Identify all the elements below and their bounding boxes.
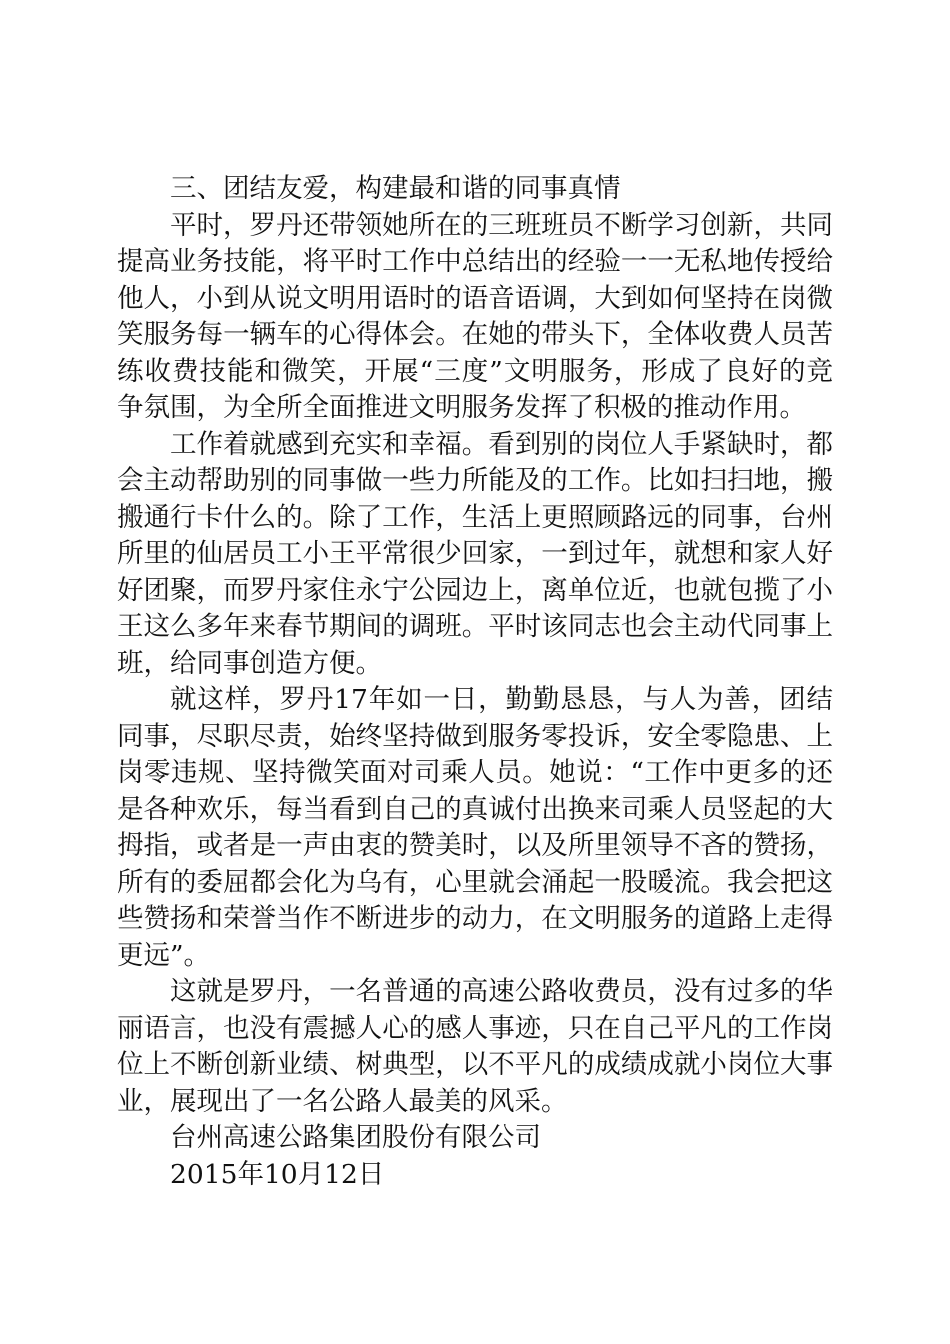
document-body <box>117 171 833 1193</box>
paragraph-dedication-quote: 就这样，罗丹17年如一日，勤勤恳恳，与人为善，团结同事，尽职尽责，始终坚持做到服务零投诉，安全零隐患、上岗零违规、坚持微笑面对司乘人员。她说：“工作中更多的还是各种欢乐，每当看到自己的真诚付出换来司乘人员竖起的大拇指，或者是一声由衷的赞美时，以及所里领导不吝的赞扬，所有的委屈都会化为乌有，心里就会涌起一股暖流。我会把这些赞扬和荣誉当作不断进步的动力，在文明服务的道路上走得更远”。 <box>117 684 833 971</box>
paragraph-helping-colleagues: 工作着就感到充实和幸福。看到别的岗位人手紧缺时，都会主动帮助别的同事做一些力所能及的工作。比如扫扫地，搬搬通行卡什么的。除了工作，生活上更照顾路远的同事，台州所里的仙居员工小王平常很少回家，一到过年，就想和家人好好团聚，而罗丹家住永宁公园边上，离单位近，也就包揽了小王这么多年来春节期间的调班。平时该同志也会主动代同事上班，给同事创造方便。 <box>117 428 833 679</box>
section-heading: 三、团结友爱，构建最和谐的同事真情 <box>170 173 621 204</box>
signature-date: 2015年10月12日 <box>170 1158 385 1190</box>
paragraph-conclusion: 这就是罗丹，一名普通的高速公路收费员，没有过多的华丽语言，也没有震撼人心的感人事迹，只在自己平凡的工作岗位上不断创新业绩、树典型，以不平凡的成绩成就小岗位大事业，展现出了一名公路人最美的风采。 <box>117 976 833 1117</box>
signature-organization: 台州高速公路集团股份有限公司 <box>170 1122 541 1153</box>
paragraph-teamwork: 平时，罗丹还带领她所在的三班班员不断学习创新，共同提高业务技能，将平时工作中总结出的经验一一无私地传授给他人，小到从说文明用语时的语音语调，大到如何坚持在岗微笑服务每一辆车的心得体会。在她的带头下，全体收费人员苦练收费技能和微笑，开展“三度”文明服务，形成了良好的竞争氛围，为全所全面推进文明服务发挥了积极的推动作用。 <box>117 209 833 423</box>
